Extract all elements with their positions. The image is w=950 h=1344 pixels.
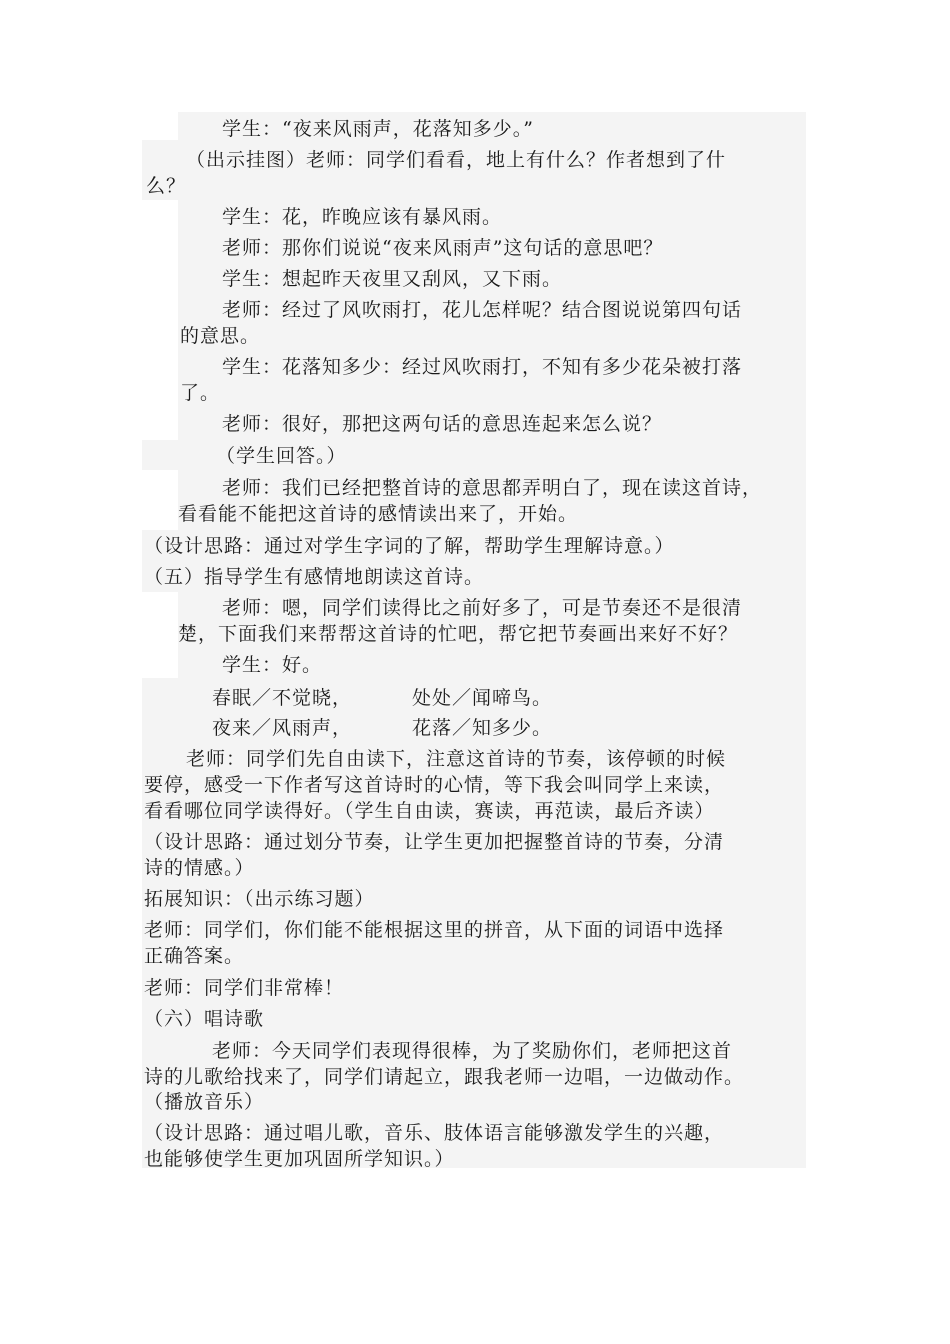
text-line: （出示挂图）老师：同学们看看，地上有什么？作者想到了什 xyxy=(186,149,727,171)
poem-line: 处处／闻啼鸟。 xyxy=(412,687,553,709)
text-line: （设计思路：通过划分节奏，让学生更加把握整首诗的节奏，分清 xyxy=(144,831,725,853)
text-line: 诗的儿歌给找来了，同学们请起立，跟我老师一边唱，一边做动作。 xyxy=(144,1066,745,1088)
text-line: 老师：经过了风吹雨打，花儿怎样呢？结合图说说第四句话 xyxy=(222,299,743,321)
text-line: 么？ xyxy=(146,175,187,197)
poem-line: 春眠／不觉晓， xyxy=(212,687,353,709)
section-heading: （六）唱诗歌 xyxy=(144,1008,265,1030)
text-line: 老师：同学们非常棒！ xyxy=(144,977,345,999)
text-line: 了。 xyxy=(180,382,221,404)
poem-line: 夜来／风雨声， xyxy=(212,717,353,739)
text-line: 老师：今天同学们表现得很棒，为了奖励你们，老师把这首 xyxy=(212,1040,733,1062)
text-line: 学生：花落知多少：经过风吹雨打，不知有多少花朵被打落 xyxy=(222,356,743,378)
poem-line: 花落／知多少。 xyxy=(412,717,553,739)
text-line: 老师：很好，那把这两句话的意思连起来怎么说？ xyxy=(222,413,663,435)
text-line: 学生：想起昨天夜里又刮风，又下雨。 xyxy=(222,268,563,290)
text-line: 看看哪位同学读得好。（学生自由读，赛读，再范读，最后齐读） xyxy=(144,800,715,822)
text-line: 看看能不能把这首诗的感情读出来了，开始。 xyxy=(178,503,579,525)
text-line: 老师：我们已经把整首诗的意思都弄明白了，现在读这首诗， xyxy=(222,477,763,499)
text-line: （设计思路：通过唱儿歌，音乐、肢体语言能够激发学生的兴趣， xyxy=(144,1122,725,1144)
text-line: （播放音乐） xyxy=(144,1091,265,1113)
text-line: 老师：同学们，你们能不能根据这里的拼音，从下面的词语中选择 xyxy=(144,919,725,941)
text-line: 正确答案。 xyxy=(144,945,245,967)
text-line: 的意思。 xyxy=(180,325,261,347)
text-line: 诗的情感。） xyxy=(144,857,255,879)
text-line: 老师：那你们说说“夜来风雨声”这句话的意思吧？ xyxy=(222,237,664,259)
section-heading: （五）指导学生有感情地朗读这首诗。 xyxy=(144,566,485,588)
text-line: （设计思路：通过对学生字词的了解，帮助学生理解诗意。） xyxy=(144,535,675,557)
text-line: 学生：花，昨晚应该有暴风雨。 xyxy=(222,206,503,228)
text-line: 学生：好。 xyxy=(222,654,323,676)
text-line: 要停，感受一下作者写这首诗时的心情，等下我会叫同学上来读， xyxy=(144,774,725,796)
text-line: 楚，下面我们来帮帮这首诗的忙吧，帮它把节奏画出来好不好？ xyxy=(178,623,739,645)
text-line: 老师：嗯，同学们读得比之前好多了，可是节奏还不是很清 xyxy=(222,597,743,619)
text-line: （学生回答。） xyxy=(216,445,347,467)
text-line: 也能够使学生更加巩固所学知识。） xyxy=(144,1148,455,1170)
text-line: 学生：“夜来风雨声，花落知多少。” xyxy=(222,118,534,140)
text-line: 老师：同学们先自由读下，注意这首诗的节奏，该停顿的时候 xyxy=(186,748,727,770)
text-line: 拓展知识：（出示练习题） xyxy=(144,888,375,910)
